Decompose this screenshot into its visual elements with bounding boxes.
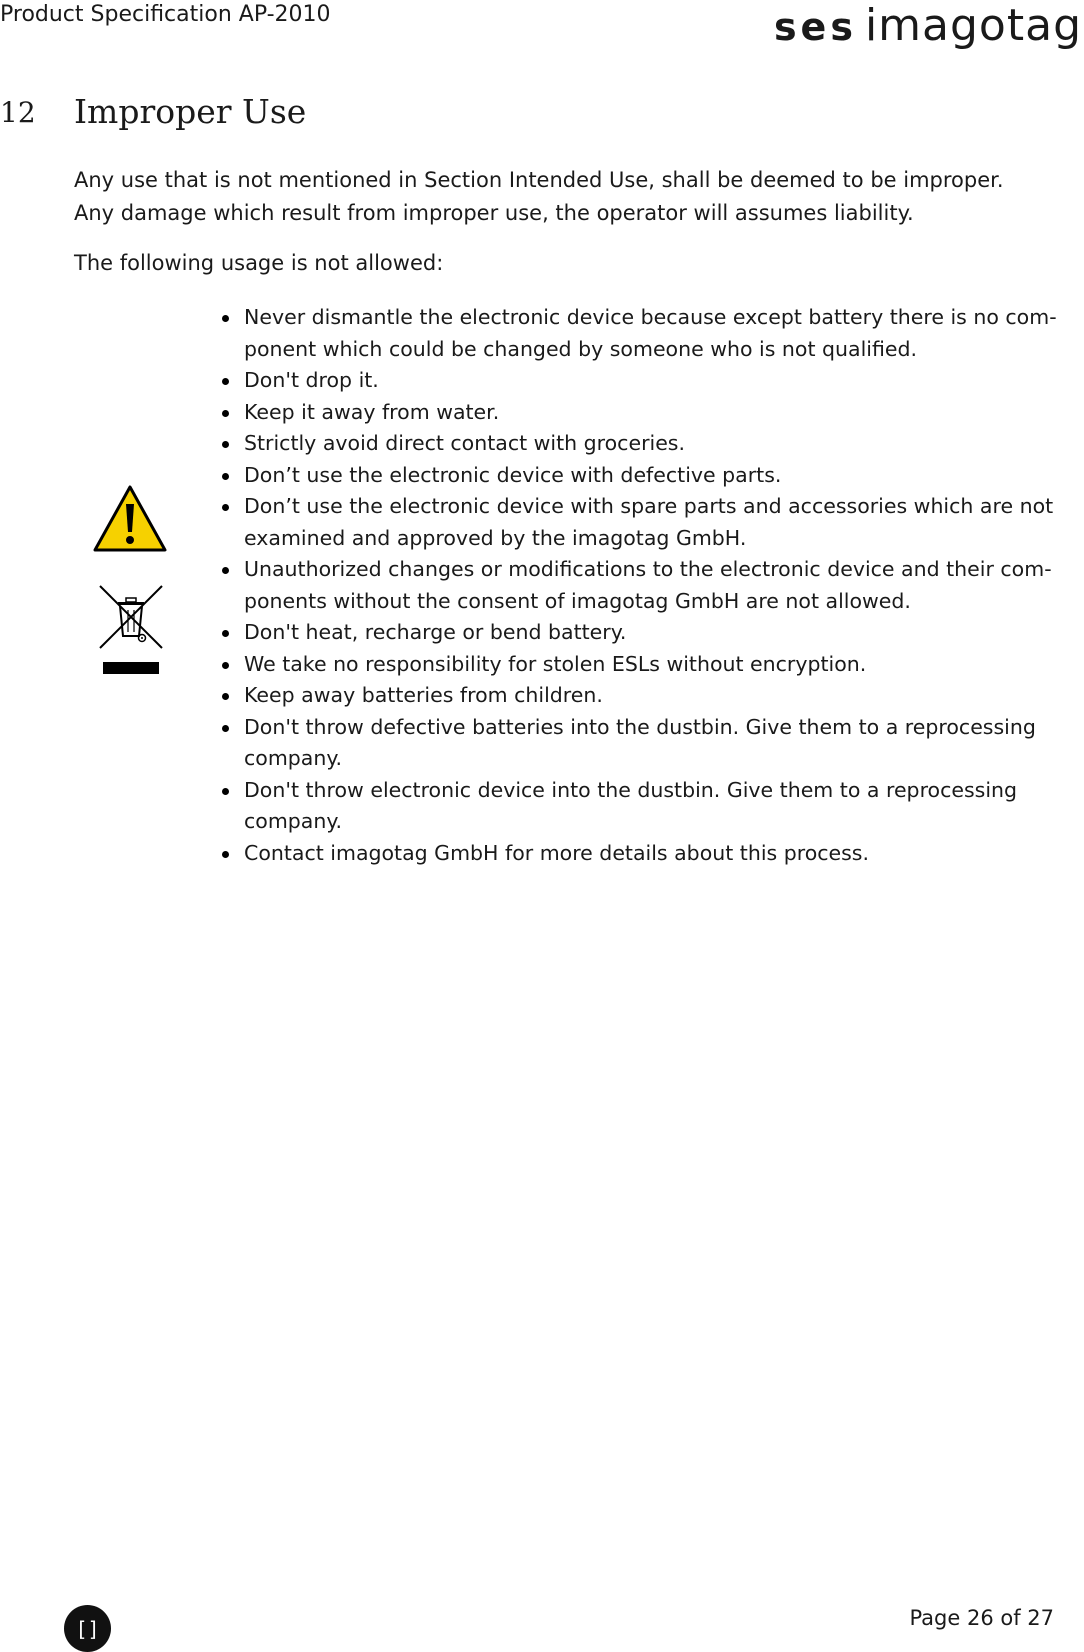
list-item: Never dismantle the electronic device because except battery there is no com-ponent which could be changed by someone who is not qualified. [222,302,1058,365]
list-item: Don't heat, recharge or bend battery. [222,617,1058,649]
crossed-out-bin-icon [98,584,164,650]
list-item: Don't throw defective batteries into the dustbin. Give them to a reprocessing company. [222,712,1058,775]
rules-list [222,302,1058,869]
list-item: Unauthorized changes or modifications to the electronic device and their com-ponents without the consent of imagotag GmbH are not allowed. [222,554,1058,617]
list-item: Don’t use the electronic device with spare parts and accessories which are not examined and approved by the imagotag GmbH. [222,491,1058,554]
section-title: Improper Use [74,92,307,131]
document-header-title: Product Specification AP-2010 [0,2,331,27]
list-item: Keep it away from water. [222,397,1058,429]
logo-imagotag: imagotag [864,0,1082,51]
section-lead: The following usage is not allowed: [74,251,444,275]
section-number: 12 [0,96,36,129]
list-item: Don't drop it. [222,365,1058,397]
logo-ses: ses [773,5,857,49]
list-item: Contact imagotag GmbH for more details about this process. [222,838,1058,870]
list-item: Keep away batteries from children. [222,680,1058,712]
weee-bar [103,662,159,674]
warning-triangle-icon [92,484,168,554]
footer-badge: [] [64,1605,111,1652]
list-item: Don't throw electronic device into the dustbin. Give them to a reprocessing company. [222,775,1058,838]
list-item: Strictly avoid direct contact with groceries. [222,428,1058,460]
section-intro: Any use that is not mentioned in Section Intended Use, shall be deemed to be improper. Any damage which result from improper use, the operator will assumes liability. [74,168,1004,225]
section-heading [0,92,306,131]
list-item: Don’t use the electronic device with defective parts. [222,460,1058,492]
page-number: Page 26 of 27 [909,1606,1054,1630]
list-item: We take no responsibility for stolen ESLs without encryption. [222,649,1058,681]
company-logo [773,0,1082,51]
